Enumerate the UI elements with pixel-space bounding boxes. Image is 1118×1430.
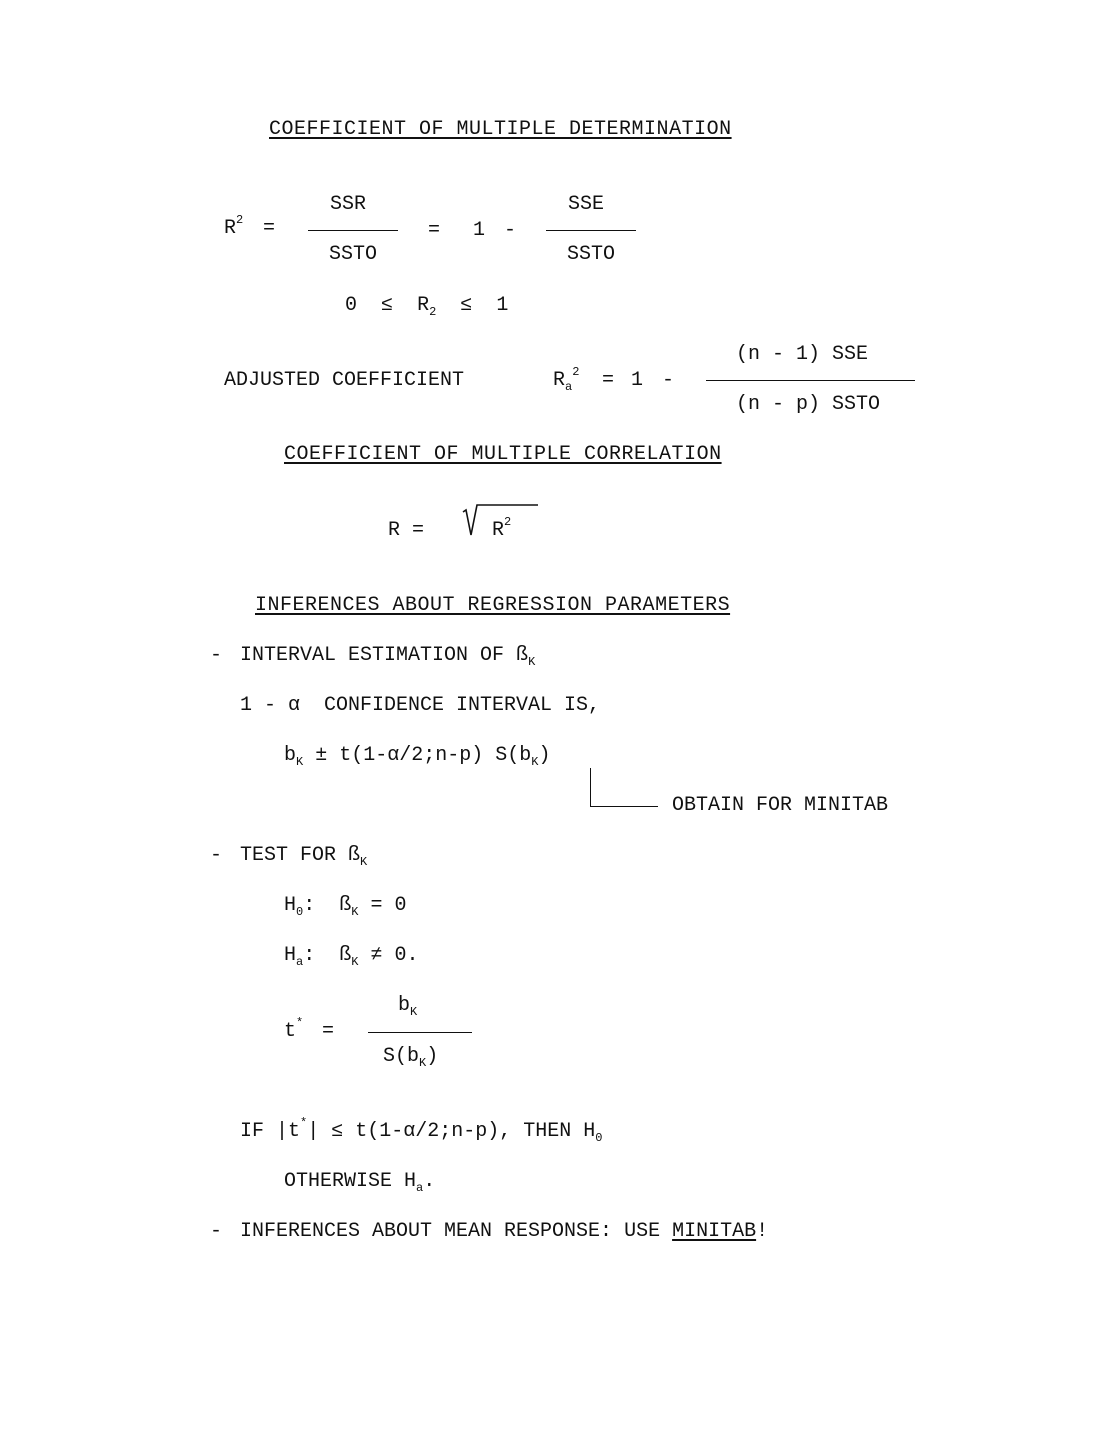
otherwise-rule: OTHERWISE $H_a$. — [284, 1170, 436, 1195]
r2-one: 1 — [473, 219, 486, 242]
heading-inferences: INFERENCES ABOUT REGRESSION PARAMETERS — [255, 594, 731, 617]
t-stat-denominator: $S(b_K)$ — [383, 1045, 439, 1070]
adjusted-equals: = — [602, 369, 615, 392]
fraction-bar — [706, 380, 915, 381]
callout-line — [590, 806, 658, 807]
r2-numerator-ssr: SSR — [330, 193, 367, 216]
correlation-radicand: $R^2$ — [492, 515, 512, 542]
adjusted-numerator: (n - 1) SSE — [736, 343, 869, 366]
t-stat-equals: = — [322, 1020, 335, 1043]
fraction-bar — [308, 230, 398, 231]
interval-formula: $b_K$ ± t(1-α/2;n-p) $S(b_K)$ — [284, 744, 551, 769]
adjusted-minus: - — [662, 369, 675, 392]
adjusted-label: ADJUSTED COEFFICIENT — [224, 369, 465, 392]
null-hypothesis: $H_0$: $ß_K = 0$ — [284, 894, 407, 919]
interval-dash: - — [210, 644, 223, 667]
confidence-interval-text: 1 - α CONFIDENCE INTERVAL IS, — [240, 694, 601, 717]
callout-line — [590, 768, 591, 807]
decision-rule: IF |t*| ≤ t(1-α/2;n-p), THEN $H_0$ — [240, 1116, 603, 1145]
fraction-bar — [368, 1032, 472, 1033]
r2-denominator-ssto: SSTO — [329, 243, 378, 266]
r2-range: $0 \le R_2 \le 1$ — [345, 294, 509, 319]
heading-correlation: COEFFICIENT OF MULTIPLE CORRELATION — [284, 443, 722, 466]
mean-response-text: INFERENCES ABOUT MEAN RESPONSE: USE MINITAB! — [240, 1220, 769, 1243]
t-stat-lhs: t* — [284, 1016, 304, 1043]
r2-minus: - — [504, 219, 517, 242]
interval-title: INTERVAL ESTIMATION OF $ß_K$ — [240, 644, 536, 669]
minitab-emphasis: MINITAB — [672, 1220, 757, 1243]
adjusted-denominator: (n - p) SSTO — [736, 393, 881, 416]
mean-response-dash: - — [210, 1220, 223, 1243]
test-title: TEST FOR $ß_K$ — [240, 844, 368, 869]
heading-determination: COEFFICIENT OF MULTIPLE DETERMINATION — [269, 118, 732, 141]
alternative-hypothesis: $H_a$: $ß_K \ne 0$. — [284, 944, 419, 969]
correlation-lhs: R = — [388, 519, 425, 542]
adjusted-var: $R_a^2$ — [553, 365, 580, 394]
r2-denominator-ssto-2: SSTO — [567, 243, 616, 266]
r2-equals-2: = — [428, 219, 441, 242]
r2-numerator-sse: SSE — [568, 193, 605, 216]
fraction-bar — [546, 230, 636, 231]
r2-lhs: $R^2$ — [224, 213, 244, 240]
adjusted-one: 1 — [631, 369, 644, 392]
r2-equals: = — [263, 217, 276, 240]
t-stat-numerator: $b_K$ — [398, 994, 418, 1019]
test-dash: - — [210, 844, 223, 867]
callout-text: OBTAIN FOR MINITAB — [672, 794, 889, 817]
